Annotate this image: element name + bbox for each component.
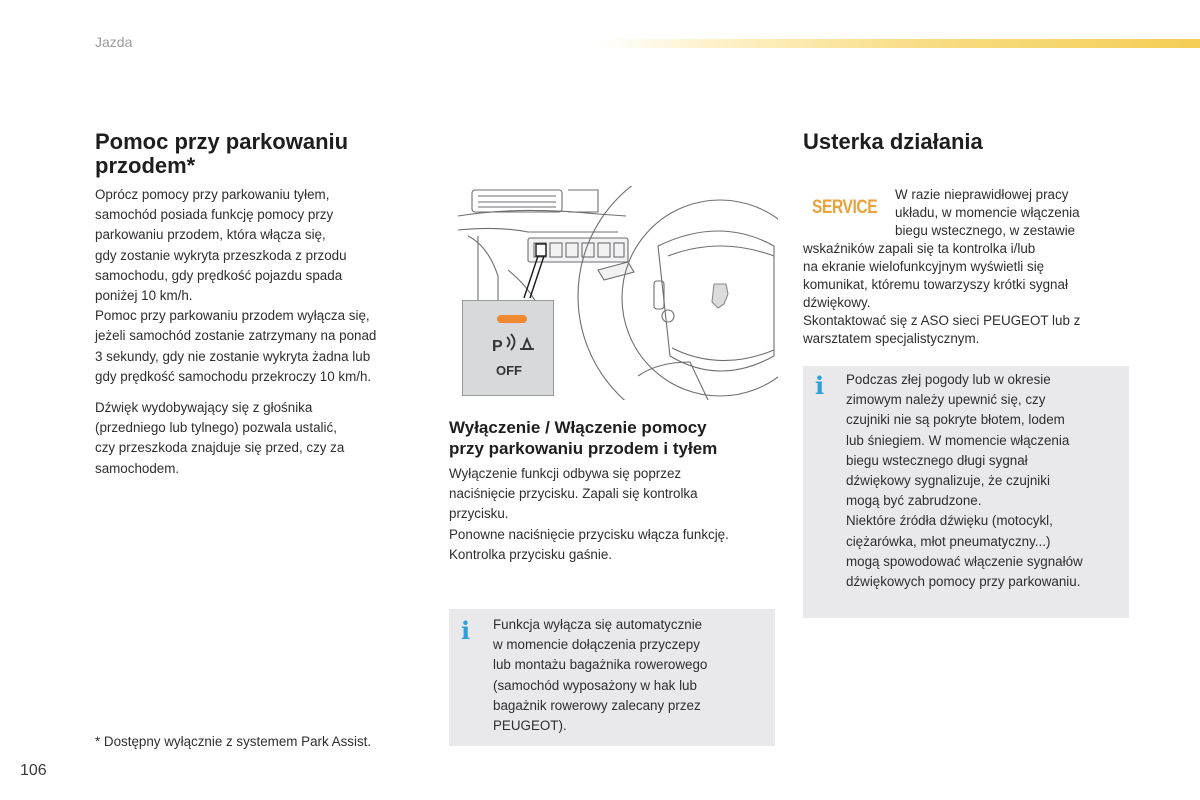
right-heading: Usterka działania [803, 129, 983, 154]
info-box-weather-text: Podczas złej pogody lub w okresie zimowym należy upewnić się, czy czujniki nie są pokryte błotem, lodem lub śniegiem. W momencie włączenia biegu wstecznego długi sygnał dźwiękowy sygnalizuje, że czujniki mogą być zabrudzone. Niektóre źródła dźwięku (motocykl, ciężarówka, młot pneumatyczny...) mogą spowodować włączenie sygnałów dźwiękowych pomocy przy parkowaniu. [846, 372, 1083, 590]
parking-p-icon: P [492, 338, 503, 355]
left-heading: Pomoc przy parkowaniu przodem* [95, 129, 349, 178]
left-paragraph-1: Oprócz pomocy przy parkowaniu tyłem, samochód posiada funkcję pomocy przy parkowaniu przodem, która włącza się, gdy zostanie wykryta przeszkoda z przodu samochodu, gdy prędkość pojazdu spada poniżej 10 km/h. Pomoc przy parkowaniu przodem wyłącza się, jeżeli samochód zostanie zatrzymany na ponad 3 sekundy, gdy nie zostanie wykryta żadna lub gdy prędkość samochodu przekroczy 10 km/h. [95, 187, 377, 384]
info-icon: i [815, 371, 825, 400]
service-warning-icon: SERVICE [812, 197, 878, 218]
header-accent-bar [600, 39, 1200, 48]
info-box-weather [803, 366, 1129, 618]
info-box-trailer [449, 609, 775, 746]
park-assist-off-button [463, 301, 553, 395]
park-assist-button-callout [462, 300, 554, 396]
footnote: * Dostępny wyłącznie z systemem Park Assist. [95, 734, 372, 749]
info-box-trailer-text: Funkcja wyłącza się automatycznie w momencie dołączenia przyczepy lub montażu bagażnika rowerowego (samochód wyposażony w hak lub bagażnik rowerowy zalecany przez PEUGEOT). [493, 617, 708, 734]
indicator-led [497, 315, 527, 323]
middle-subheading: Wyłączenie / Włączenie pomocy przy parkowaniu przodem i tyłem [449, 418, 718, 458]
right-paragraph-top: W razie nieprawidłowej pracy układu, w momencie włączenia biegu wstecznego, w zestawie [895, 187, 1080, 238]
info-icon: i [461, 616, 471, 645]
section-title: Jazda [95, 34, 133, 50]
off-label: OFF [496, 363, 522, 378]
page-number: 106 [20, 762, 47, 779]
left-paragraph-2: Dźwięk wydobywający się z głośnika (przedniego lub tylnego) pozwala ustalić, czy przeszkoda znajduje się przed, czy za samochodem. [95, 400, 345, 476]
right-paragraph: wskaźników zapali się ta kontrolka i/lub na ekranie wielofunkcyjnym wyświetli się komunikat, któremu towarzyszy krótki sygnał dźwiękowy. Skontaktować się z ASO sieci PEUGEOT lub z warsztatem specjalistycznym. [803, 241, 1081, 346]
middle-paragraph: Wyłączenie funkcji odbywa się poprzez naciśnięcie przycisku. Zapali się kontrolka przycisku. Ponowne naciśnięcie przycisku włącza funkcję. Kontrolka przycisku gaśnie. [449, 466, 729, 562]
